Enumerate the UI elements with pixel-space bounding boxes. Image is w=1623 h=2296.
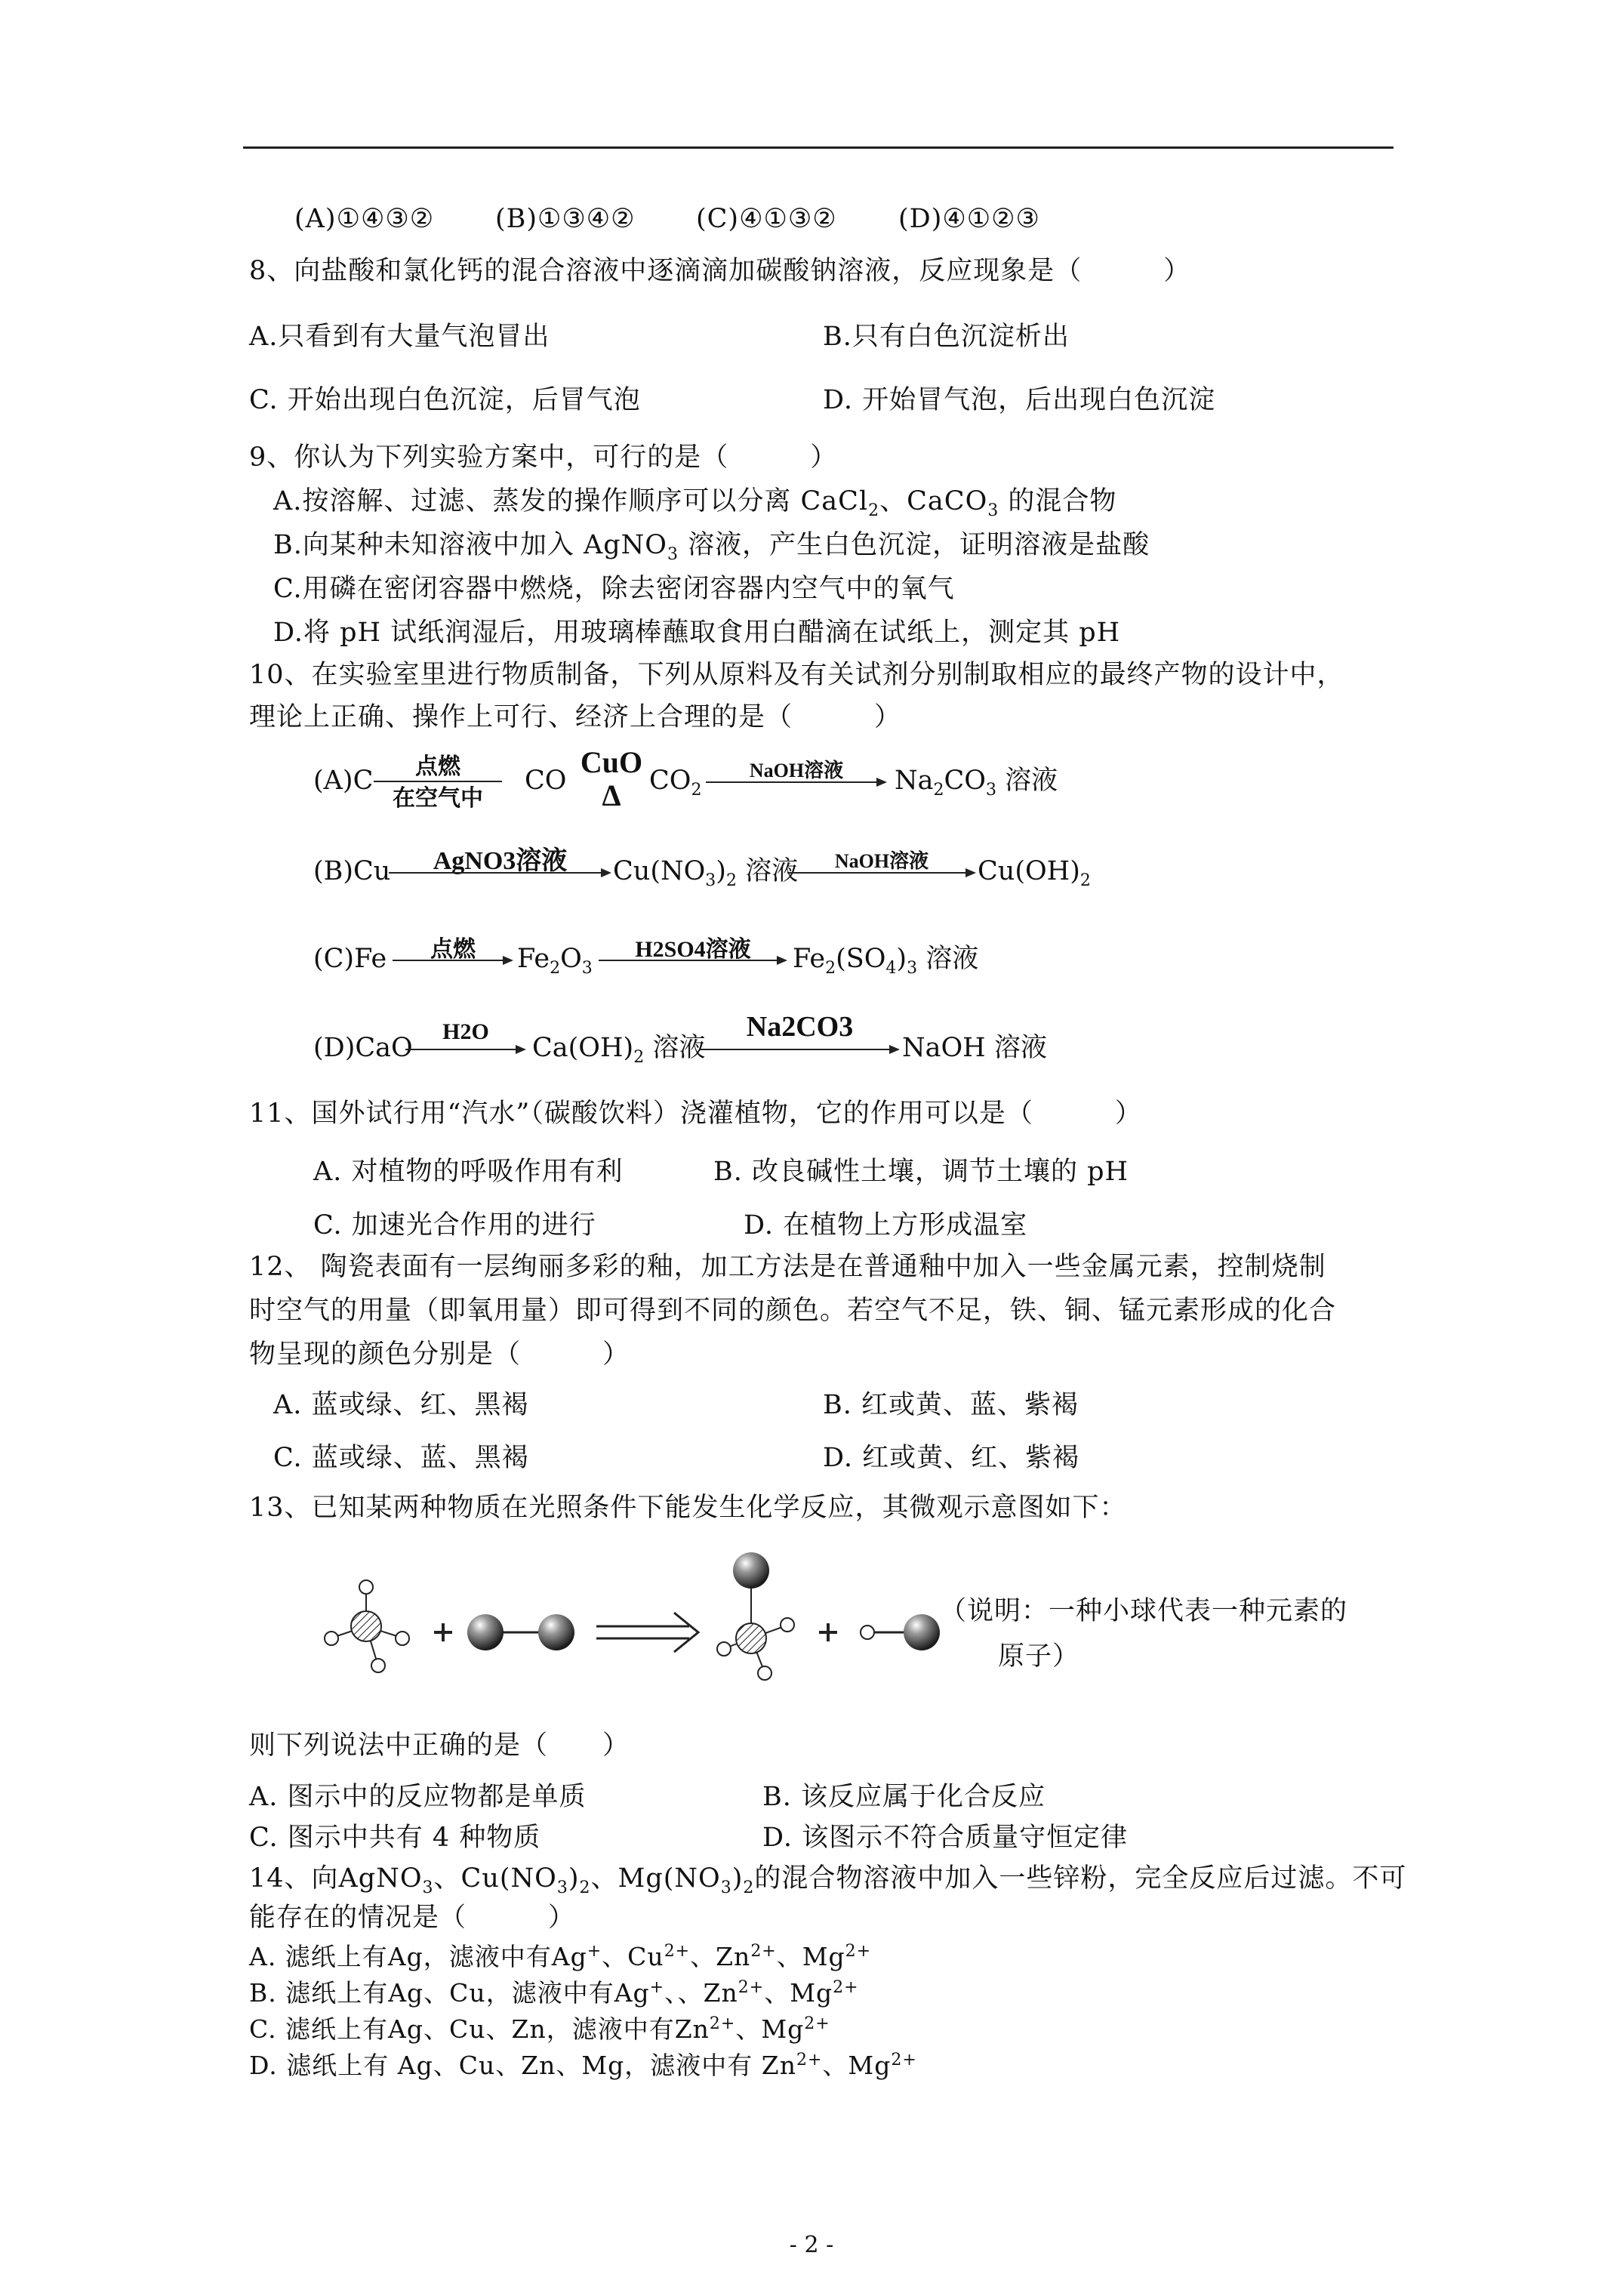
- reaction-arrow: Na2CO3: [700, 1010, 900, 1060]
- plus-sign: [434, 1623, 452, 1641]
- q9-option-a: A.按溶解、过滤、蒸发的操作顺序可以分离 CaCl$_2$、CaCO$_3$ 的混合物: [273, 486, 1117, 520]
- product-molecule-1: [717, 1552, 794, 1680]
- page-number: - 2 -: [789, 2232, 834, 2258]
- q12-stem-line2: 时空气的用量（即氧用量）即可得到不同的颜色。若空气不足，铁、铜、锰元素形成的化合: [249, 1296, 1337, 1326]
- q10-option-a: (A)C 点燃 在空气中 CO CuO Δ $CO_2$ NaOH溶液 $Na_2CO_3$ 溶液: [313, 745, 1058, 812]
- q8-option-b: B.只有白色沉淀析出: [823, 322, 1070, 352]
- q14-option-c: C. 滤纸上有Ag、Cu、Zn，滤液中有$Zn^{2+}$、$Mg^{2+}$: [249, 2014, 830, 2044]
- reaction-arrow: NaOH溶液: [787, 838, 976, 883]
- q14-option-a: A. 滤纸上有Ag，滤液中有Ag+、$Cu^{2+}$、$Zn^{2+}$、$Mg^{2+}$: [249, 1942, 872, 1971]
- q11-stem: 11、国外试行用“汽水”（碳酸饮料）浇灌植物，它的作用可以是（ ）: [249, 1099, 1142, 1129]
- q14-stem-line2: 能存在的情况是（ ）: [249, 1903, 576, 1933]
- q11-option-a: A. 对植物的呼吸作用有利: [313, 1157, 624, 1187]
- q13-option-b: B. 该反应属于化合反应: [762, 1782, 1046, 1812]
- reaction-arrow: NaOH溶液: [706, 747, 887, 793]
- product-molecule-2: [861, 1614, 940, 1650]
- reactant-molecule-1: [325, 1580, 409, 1672]
- q12-option-d: D. 红或黄、红、紫褐: [823, 1443, 1080, 1473]
- q7-option-a: (A)①④③②: [294, 204, 435, 234]
- heat-condition: CuO Δ: [580, 745, 643, 812]
- q14-option-b: B. 滤纸上有Ag、Cu，滤液中有Ag+、、$Zn^{2+}$、$Mg^{2+}$: [249, 1978, 859, 2008]
- header-rule: [243, 146, 1394, 149]
- q8-stem: 8、向盐酸和氯化钙的混合溶液中逐滴滴加碳酸钠溶液，反应现象是（ ）: [249, 256, 1191, 286]
- q12-option-c: C. 蓝或绿、蓝、黑褐: [273, 1443, 529, 1473]
- q8-option-c: C. 开始出现白色沉淀，后冒气泡: [249, 385, 641, 415]
- q13-note-line2: 原子）: [998, 1641, 1080, 1672]
- q13-note-line1: （说明：一种小球代表一种元素的: [940, 1596, 1348, 1626]
- q7-option-b: (B)①③④②: [495, 204, 636, 234]
- reaction-arrow: AgNO3溶液: [389, 838, 611, 883]
- q13-stem: 13、已知某两种物质在光照条件下能发生化学反应，其微观示意图如下：: [249, 1493, 1127, 1523]
- q10-option-c: (C)Fe 点燃 $Fe_2O_3$ H2SO4溶液 $Fe_2(SO_4)_3$ 溶液: [313, 926, 1219, 978]
- q9-stem: 9、你认为下列实验方案中，可行的是（ ）: [249, 442, 838, 473]
- reaction-arrow: 点燃: [393, 926, 513, 971]
- q13-option-a: A. 图示中的反应物都是单质: [249, 1782, 587, 1812]
- q9-option-b: B.向某种未知溶液中加入 AgNO$_3$ 溶液，产生白色沉淀，证明溶液是盐酸: [273, 530, 1150, 564]
- reactant-molecule-2: [467, 1614, 574, 1650]
- q11-option-d: D. 在植物上方形成温室: [744, 1210, 1028, 1240]
- q9-option-d: D.将 pH 试纸润湿后，用玻璃棒蘸取食用白醋滴在试纸上，测定其 pH: [273, 618, 1121, 648]
- reaction-arrow: H2SO4溶液: [599, 926, 787, 971]
- q10-option-d: (D)CaO H2O $Ca(OH)_2$ 溶液 Na2CO3 NaOH 溶液: [313, 1011, 1047, 1067]
- reaction-arrow: H2O: [405, 1015, 526, 1060]
- plus-sign: [819, 1623, 837, 1641]
- q8-option-a: A.只看到有大量气泡冒出: [249, 322, 550, 352]
- q14-option-d: D. 滤纸上有 Ag、Cu、Zn、Mg，滤液中有 $Zn^{2+}$、$Mg^{2+}$: [249, 2051, 917, 2080]
- q8-option-d: D. 开始冒气泡，后出现白色沉淀: [823, 385, 1216, 415]
- q12-option-b: B. 红或黄、蓝、紫褐: [823, 1390, 1079, 1420]
- q12-stem-line1: 12、 陶瓷表面有一层绚丽多彩的釉，加工方法是在普通釉中加入一些金属元素，控制烧制: [249, 1252, 1326, 1282]
- q13-question: 则下列说法中正确的是（ ）: [249, 1730, 630, 1761]
- q7-option-c: (C)④①③②: [696, 204, 837, 234]
- reaction-double-arrow: [596, 1613, 698, 1652]
- q11-option-c: C. 加速光合作用的进行: [313, 1210, 596, 1240]
- q12-stem-line3: 物呈现的颜色分别是（ ）: [249, 1339, 630, 1370]
- q13-option-d: D. 该图示不符合质量守恒定律: [762, 1823, 1129, 1853]
- q9-option-c: C.用磷在密闭容器中燃烧，除去密闭容器内空气中的氧气: [273, 574, 955, 604]
- condition-arrow: 点燃 在空气中: [393, 754, 483, 812]
- q14-stem-line1: 14、向AgNO$_3$、$Cu(NO_3)_2$、$Mg(NO_3)_2$的混合物溶液中加入一些锌粉，完全反应后过滤。不可: [249, 1863, 1407, 1897]
- molecular-reaction-diagram: [313, 1548, 962, 1691]
- q12-option-a: A. 蓝或绿、红、黑褐: [273, 1390, 529, 1420]
- q10-stem-line2: 理论上正确、操作上可行、经济上合理的是（ ）: [249, 702, 902, 732]
- q10-stem-line1: 10、在实验室里进行物质制备，下列从原料及有关试剂分别制取相应的最终产物的设计中，: [249, 660, 1344, 690]
- q10-option-b: (B)Cu AgNO3溶液 $Cu(NO_3)_2$ 溶液 NaOH溶液 $Cu(OH)_2$: [313, 838, 1219, 891]
- q11-option-b: B. 改良碱性土壤，调节土壤的 pH: [713, 1157, 1129, 1187]
- q13-option-c: C. 图示中共有 4 种物质: [249, 1823, 541, 1853]
- q7-option-d: (D)④①②③: [898, 204, 1040, 234]
